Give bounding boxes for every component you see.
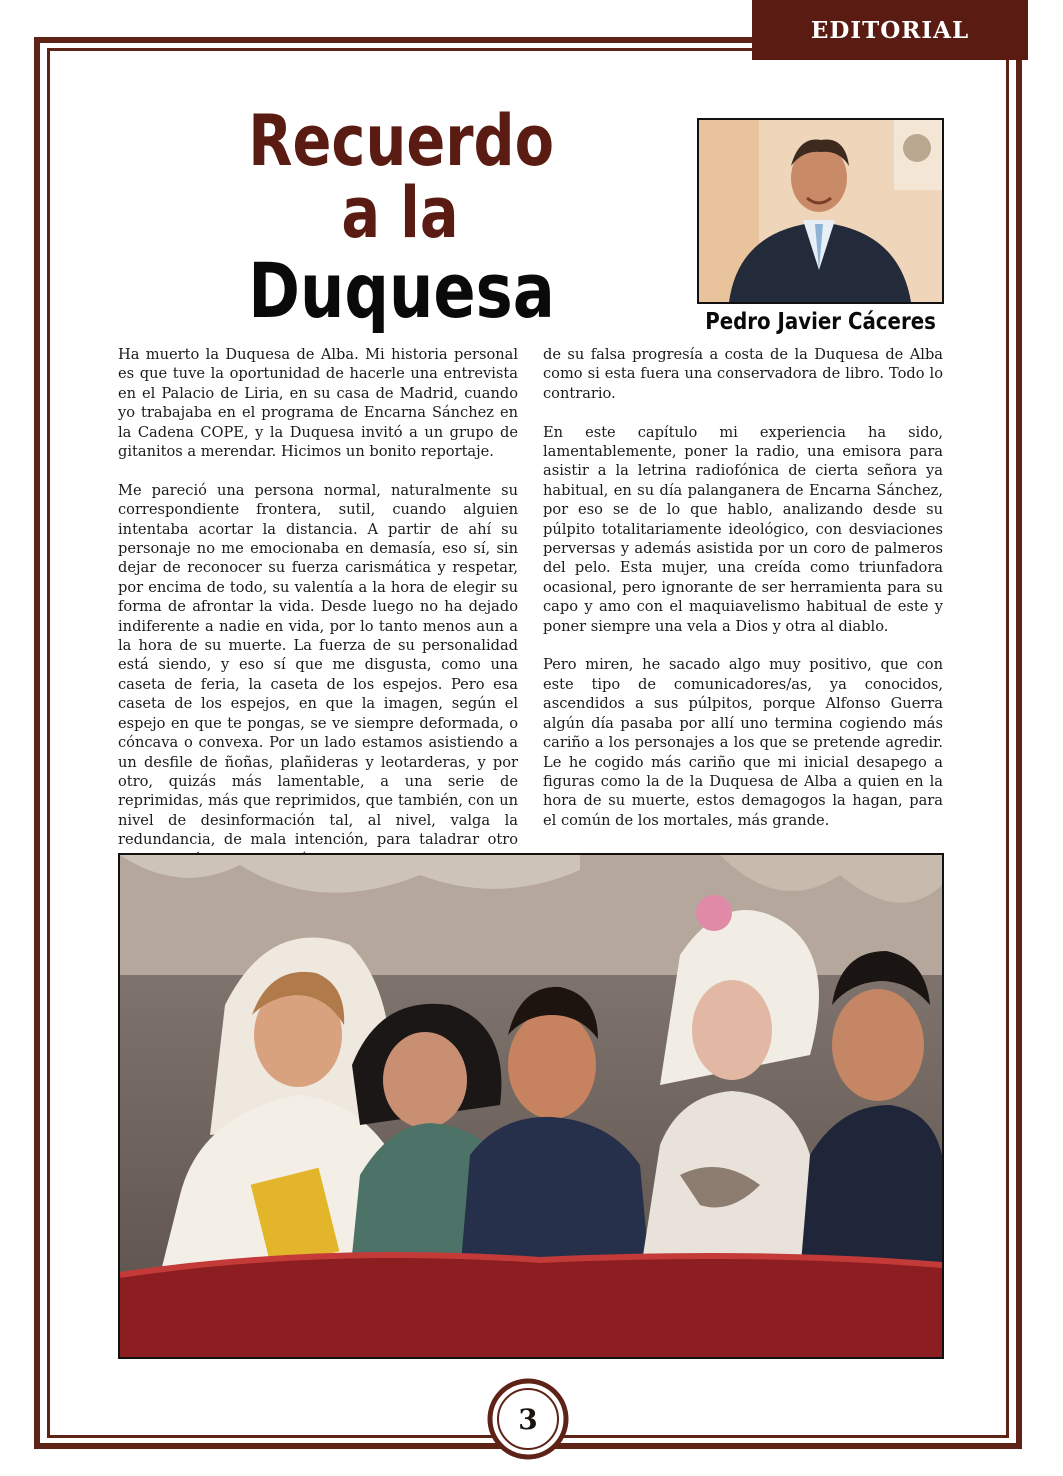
page-number: 3 xyxy=(518,1402,538,1436)
author-portrait-photo xyxy=(697,118,944,304)
paragraph: de su falsa progresía a costa de la Duquesa de Alba como si esta fuera una conservadora de libro. Todo lo contrario. xyxy=(543,346,943,402)
article-title xyxy=(248,100,555,335)
author-portrait-illustration xyxy=(699,120,942,302)
paragraph: Pero miren, he sacado algo muy positivo, que con este tipo de comunicadores/as, ya conocidos, ascendidos a sus púlpitos, porque Alfonso Guerra algún día pasaba por allí uno termina cogiendo más cariño a los personajes a los que se pretende agredir. Le he cogido más cariño que mi inicial desapego a figuras como la de la Duquesa de Alba a quien en la hora de su muerte, estos demagogos la hagan, para el común de los mortales, más grande. xyxy=(543,656,943,829)
author-name: Pedro Javier Cáceres xyxy=(705,309,936,335)
title-line-1: Recuerdo xyxy=(248,100,555,182)
balcony-group-illustration xyxy=(120,855,942,1357)
article-column-right xyxy=(543,345,943,830)
balcony-group-photo xyxy=(118,853,944,1359)
page-number-badge xyxy=(486,1377,570,1461)
title-line-2: a la xyxy=(341,172,459,254)
paragraph: Me pareció una persona normal, naturalmente su correspondiente frontera, sutil, cuando alguien intentaba acortar la distancia. A partir de ahí su personaje no me emocionaba en demasía, eso sí, sin dejar de reconocer su fuerza carismática y respetar, por encima de todo, su valentía a la hora de elegir su forma de afrontar la vida. Desde luego no ha dejado indiferente a nadie en vida, por lo tanto menos aun a la hora de su muerte. La fuerza de su personalidad está siendo, y eso sí que me disgusta, como una caseta de feria, la caseta de los espejos. Pero esa caseta de los espejos, en que la imagen, según el espejo en que te pongas, se ve siempre deformada, o cóncava o convexa. Por un lado estamos asistiendo a un desfile de ñoñas, plañideras y leotarderas, y por otro, quizás más lamentable, a una serie de reprimidas, más que reprimidos, que también, con un nivel de desinformación tal, al nivel, valga la redundancia, de mala intención, para taladrar otro xyxy=(118,481,518,849)
paragraph: En este capítulo mi experiencia ha sido, lamentablemente, poner la radio, una emisora para asistir a la letrina radiofónica de cierta señora ya habitual, en su día palanganera de Encarna Sánchez, por eso se de lo que hablo, analizando desde su púlpito totalitariamente ideológico, con desviaciones perversas y además asistida por un coro de palmeros del pelo. Esta mujer, una creída como triunfadora ocasional, pero ignorante de ser herramienta para su capo y amo con el maquiavelismo habitual de este y poner siempre una vela a Dios y otra al diablo. xyxy=(543,423,943,635)
paragraph: Ha muerto la Duquesa de Alba. Mi historia personal es que tuve la oportunidad de hacerle una entrevista en el Palacio de Liria, en su casa de Madrid, cuando yo trabajaba en el programa de Encarna Sánchez en la Cadena COPE, y la Duquesa invitó a un grupo de gitanitos a merendar. Hicimos un bonito reportaje. xyxy=(118,346,518,461)
article-column-left xyxy=(118,345,518,869)
section-tab: EDITORIAL xyxy=(752,0,1028,60)
title-line-3: Duquesa xyxy=(248,246,555,335)
